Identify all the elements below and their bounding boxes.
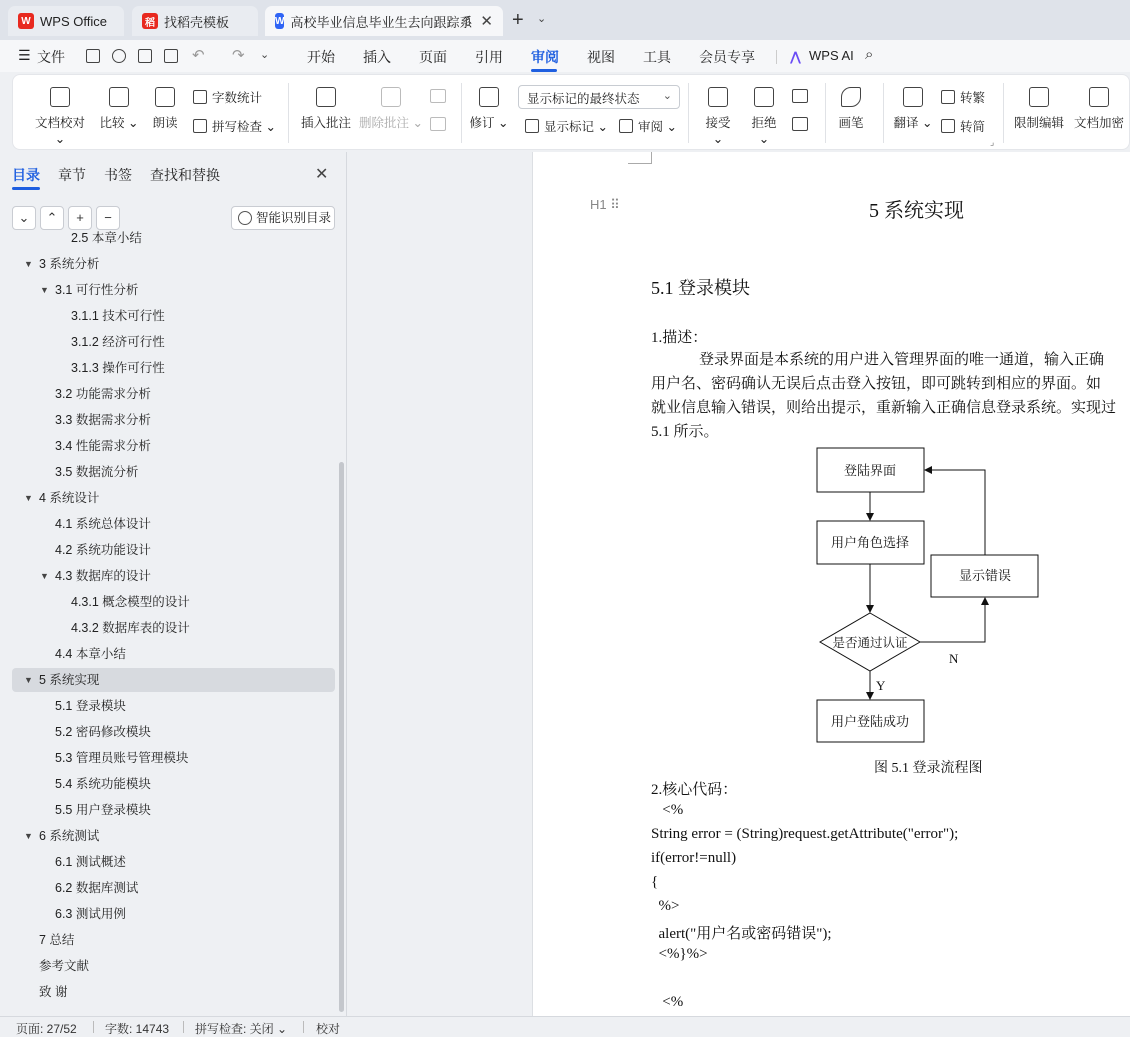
- toc-item-label: 3.3 数据需求分析: [55, 413, 151, 427]
- search-icon[interactable]: ⌕: [865, 46, 874, 63]
- tab-label: 找稻壳模板: [164, 14, 230, 30]
- flow-text-login-page: 登陆界面: [843, 463, 897, 478]
- expand-triangle-icon[interactable]: ▼: [40, 285, 49, 295]
- navigation-pane: [0, 152, 347, 1016]
- to-traditional-button[interactable]: [941, 88, 985, 106]
- tab-bar: [0, 0, 1130, 40]
- pen-icon: [841, 87, 861, 107]
- toc-item-label: 4 系统设计: [39, 491, 100, 505]
- nav-tab-toc[interactable]: 目录: [12, 167, 40, 183]
- toc-item-label: 3.5 数据流分析: [55, 465, 139, 479]
- divider: [1003, 83, 1004, 143]
- encrypt-label: 文档加密: [1073, 116, 1124, 130]
- toc-item-label: 4.3.2 数据库表的设计: [71, 621, 190, 635]
- toc-item-label: 4.3.1 概念模型的设计: [71, 595, 190, 609]
- track-changes-icon: [479, 87, 499, 107]
- pen-button[interactable]: [835, 87, 867, 131]
- toc-item[interactable]: [12, 590, 335, 614]
- doc-check-button[interactable]: 文档校对 ⌄: [29, 87, 91, 146]
- divider: [825, 83, 826, 143]
- toc-item-label: 4.3 数据库的设计: [55, 569, 151, 583]
- spell-check-status[interactable]: 拼写检查: 关闭 ⌄: [195, 1022, 288, 1036]
- divider: [183, 1021, 184, 1033]
- insert-comment-label: 插入批注: [300, 116, 351, 130]
- doc-check-icon: [50, 87, 70, 107]
- toc-item[interactable]: [12, 356, 335, 380]
- expand-group-icon[interactable]: ⌟: [990, 137, 995, 147]
- crop-mark: [628, 152, 652, 164]
- writer-logo-icon: W: [275, 13, 284, 29]
- toc-item-label: 3.1.1 技术可行性: [71, 309, 165, 323]
- toc-item[interactable]: [12, 616, 335, 640]
- divider: [461, 83, 462, 143]
- nav-tab-find-replace[interactable]: 查找和替换: [150, 167, 220, 183]
- divider: [776, 50, 777, 64]
- flow-text-auth-check: 是否通过认证: [832, 636, 908, 650]
- translate-button[interactable]: 翻译 ⌄: [893, 87, 933, 131]
- read-aloud-button[interactable]: [149, 87, 181, 131]
- collapse-up-button[interactable]: ⌃: [40, 206, 64, 230]
- toc-item-label: 3.4 性能需求分析: [55, 439, 151, 453]
- save-icon[interactable]: [86, 49, 100, 63]
- toc-item[interactable]: [12, 694, 335, 718]
- reject-icon: [754, 87, 774, 107]
- menu-wps-ai[interactable]: WPS AI: [809, 48, 854, 63]
- flow-arrow: [920, 598, 985, 642]
- to-simplified-button[interactable]: [941, 117, 985, 135]
- code-line[interactable]: alert("用户名或密码错误");: [651, 926, 832, 942]
- spell-check-icon: [193, 119, 207, 133]
- toc-item-label: 5 系统实现: [39, 673, 100, 687]
- toc-item-label: 5.3 管理员账号管理模块: [55, 751, 189, 765]
- docer-logo-icon: 稻: [142, 13, 158, 29]
- wps-logo-icon: W: [18, 13, 34, 29]
- word-count-button[interactable]: [193, 88, 262, 106]
- restrict-edit-button[interactable]: [1013, 87, 1065, 131]
- markup-state-value: 显示标记的最终状态: [527, 92, 640, 106]
- next-change-icon[interactable]: [792, 117, 808, 131]
- encrypt-icon: [1089, 87, 1109, 107]
- toc-item-label: 4.2 系统功能设计: [55, 543, 151, 557]
- code-line[interactable]: if(error!=null): [651, 850, 737, 866]
- undo-icon[interactable]: ↶: [192, 47, 205, 64]
- spell-check-status-label: 拼写检查: 关闭: [195, 1022, 274, 1036]
- login-flowchart[interactable]: [810, 444, 1050, 749]
- prev-comment-icon[interactable]: [430, 89, 446, 103]
- delete-comment-label: 删除批注: [359, 116, 410, 130]
- toc-item[interactable]: [12, 798, 335, 822]
- toc-item[interactable]: [12, 330, 335, 354]
- redo-icon[interactable]: ↷: [232, 47, 245, 64]
- toc-item[interactable]: [12, 876, 335, 900]
- toc-item-label: 5.5 用户登录模块: [55, 803, 151, 817]
- toc-item[interactable]: [12, 772, 335, 796]
- accept-button[interactable]: 接受 ⌄: [699, 87, 737, 146]
- nav-tab-bookmarks[interactable]: 书签: [104, 167, 132, 183]
- smart-toc-icon: [238, 211, 252, 225]
- flow-text-role-select: 用户角色选择: [830, 535, 910, 550]
- toc-item[interactable]: [12, 564, 335, 588]
- translate-label: 翻译: [893, 116, 919, 130]
- compare-icon: [109, 87, 129, 107]
- toc-scrollbar[interactable]: [339, 462, 344, 1012]
- expand-triangle-icon[interactable]: ▼: [24, 259, 33, 269]
- ribbon-toolbar: [12, 74, 1130, 150]
- word-count-label: 字数统计: [212, 91, 263, 105]
- toc-item-label: 3.1 可行性分析: [55, 283, 139, 297]
- add-heading-button[interactable]: +: [68, 206, 92, 230]
- toc-item-label: 6 系统测试: [39, 829, 100, 843]
- reject-label: 拒绝: [751, 116, 777, 130]
- expand-triangle-icon[interactable]: ▼: [24, 493, 33, 503]
- paragraph-line[interactable]: 登录界面是本系统的用户进入管理界面的唯一通道，输入正确: [699, 352, 1105, 368]
- print-preview-icon[interactable]: [164, 49, 178, 63]
- toc-item-label: 3.1.2 经济可行性: [71, 335, 165, 349]
- collapse-down-button[interactable]: ⌄: [12, 206, 36, 230]
- wps-ai-icon: ⋀: [790, 49, 801, 64]
- code-line[interactable]: <%: [651, 802, 684, 818]
- expand-triangle-icon[interactable]: ▼: [24, 831, 33, 841]
- toc-item-label: 6.1 测试概述: [55, 855, 126, 869]
- insert-comment-icon: [316, 87, 336, 107]
- tab-label: WPS Office: [40, 13, 107, 29]
- toc-item[interactable]: [12, 304, 335, 328]
- tab-wps-office[interactable]: [8, 6, 124, 36]
- toc-item[interactable]: [12, 538, 335, 562]
- divider: [303, 1021, 304, 1033]
- toc-item[interactable]: [12, 928, 335, 952]
- toc-item[interactable]: [12, 746, 335, 770]
- toc-item[interactable]: [12, 668, 335, 692]
- remove-heading-button[interactable]: −: [96, 206, 120, 230]
- figure-caption[interactable]: 图 5.1 登录流程图: [874, 761, 983, 776]
- translate-icon: [903, 87, 923, 107]
- close-icon[interactable]: ✕: [315, 166, 329, 183]
- heading-level-marker[interactable]: H1 ⠿: [590, 197, 620, 212]
- new-tab-icon[interactable]: +: [512, 9, 524, 31]
- tab-template[interactable]: [132, 6, 258, 36]
- read-aloud-icon: [155, 87, 175, 107]
- read-label: 朗读: [152, 116, 178, 130]
- restrict-edit-label: 限制编辑: [1013, 116, 1064, 130]
- review-pane-icon: [619, 119, 633, 133]
- menu-home[interactable]: 开始: [307, 49, 335, 65]
- section-heading[interactable]: 5.1 登录模块: [651, 278, 750, 298]
- active-menu-indicator: [531, 69, 557, 72]
- divider: [883, 83, 884, 143]
- toc-item-label: 3 系统分析: [39, 257, 100, 271]
- menu-file[interactable]: 文件: [37, 49, 65, 65]
- chapter-heading[interactable]: 5 系统实现: [869, 200, 964, 222]
- toc-item[interactable]: [12, 382, 335, 406]
- more-chevron-icon[interactable]: ⌄: [260, 49, 270, 61]
- chevron-down-icon: ⌄: [662, 90, 672, 102]
- toc-item-label: 参考文献: [39, 959, 90, 973]
- markup-state-select[interactable]: [518, 85, 680, 109]
- smart-toc-label: 智能识别目录: [256, 211, 332, 225]
- paragraph-line[interactable]: 用户名、密码确认无误后点击登入按钮，即可跳转到相应的界面。如: [651, 376, 1102, 392]
- toc-item[interactable]: [12, 408, 335, 432]
- toc-item[interactable]: [12, 460, 335, 484]
- close-tab-icon[interactable]: ✕: [480, 13, 493, 30]
- flow-label-no: N: [949, 651, 959, 666]
- flow-label-yes: Y: [876, 678, 886, 693]
- toc-item[interactable]: [12, 434, 335, 458]
- traditional-icon: [941, 90, 955, 104]
- toc-item[interactable]: [12, 486, 335, 510]
- menu-tools[interactable]: 工具: [643, 49, 671, 65]
- menu-view[interactable]: 视图: [587, 49, 615, 65]
- menu-member[interactable]: 会员专享: [699, 49, 755, 65]
- status-bar: [0, 1016, 1130, 1036]
- lock-icon: [1029, 87, 1049, 107]
- toc-item-label: 6.3 测试用例: [55, 907, 126, 921]
- simplified-icon: [941, 119, 955, 133]
- toc-item-label: 5.2 密码修改模块: [55, 725, 151, 739]
- word-count-indicator[interactable]: 字数: 14743: [105, 1022, 170, 1036]
- toc-item[interactable]: [12, 252, 335, 276]
- expand-triangle-icon[interactable]: ▼: [40, 571, 49, 581]
- toc-item[interactable]: [12, 902, 335, 926]
- code-line[interactable]: <%: [651, 994, 684, 1010]
- code-line[interactable]: %>: [651, 898, 680, 914]
- hamburger-icon[interactable]: ☰: [18, 47, 31, 63]
- menu-reference[interactable]: 引用: [475, 49, 503, 65]
- toc-item[interactable]: [12, 824, 335, 848]
- doc-check-label: 文档校对: [34, 116, 85, 130]
- show-markup-icon: [525, 119, 539, 133]
- pen-label: 画笔: [838, 116, 864, 130]
- divider: [93, 1021, 94, 1033]
- menu-bar: [0, 40, 1130, 72]
- prev-change-icon[interactable]: [792, 89, 808, 103]
- delete-comment-icon: [381, 87, 401, 107]
- word-count-icon: [193, 90, 207, 104]
- show-markup-button[interactable]: 显示标记 ⌄: [525, 117, 608, 135]
- share-icon[interactable]: [112, 49, 126, 63]
- toc-item[interactable]: [12, 980, 335, 1004]
- next-comment-icon[interactable]: [430, 117, 446, 131]
- to-traditional-label: 转繁: [960, 91, 986, 105]
- toc-item[interactable]: [12, 226, 335, 250]
- toc-item-label: 5.1 登录模块: [55, 699, 126, 713]
- compare-label: 比较: [99, 116, 125, 130]
- compare-button[interactable]: 比较 ⌄: [99, 87, 139, 131]
- flow-arrow: [925, 470, 985, 555]
- encrypt-button[interactable]: [1073, 87, 1125, 131]
- toc-item[interactable]: [12, 720, 335, 744]
- code-line[interactable]: String error = (String)request.getAttribute("error");: [651, 826, 959, 842]
- toc-item-label: 7 总结: [39, 933, 75, 947]
- menu-review[interactable]: 审阅: [531, 49, 559, 65]
- toc-item-label: 致 谢: [39, 985, 68, 999]
- track-changes-button[interactable]: 修订 ⌄: [469, 87, 509, 131]
- expand-triangle-icon[interactable]: ▼: [24, 675, 33, 685]
- to-simplified-label: 转简: [960, 120, 986, 134]
- spell-check-label: 拼写检查: [212, 120, 263, 134]
- toc-item-label: 4.1 系统总体设计: [55, 517, 151, 531]
- menu-insert[interactable]: 插入: [363, 49, 391, 65]
- toc-item[interactable]: [12, 512, 335, 536]
- toc-item-label: 4.4 本章小结: [55, 647, 126, 661]
- toc-item[interactable]: [12, 850, 335, 874]
- accept-icon: [708, 87, 728, 107]
- active-nav-tab-indicator: [12, 187, 40, 190]
- accept-label: 接受: [705, 116, 731, 130]
- paragraph-line[interactable]: 就业信息输入错误，则给出提示，重新输入正确信息登录系统。实现过: [651, 400, 1117, 416]
- reject-button[interactable]: 拒绝 ⌄: [745, 87, 783, 146]
- code-line[interactable]: <%}%>: [651, 946, 708, 962]
- code-label[interactable]: 2.核心代码：: [651, 782, 738, 798]
- insert-comment-button[interactable]: [299, 87, 353, 131]
- toc-list: [0, 231, 340, 1016]
- review-label: 审阅: [638, 120, 664, 134]
- proofread-status[interactable]: 校对: [316, 1022, 341, 1036]
- toc-item-label: 5.4 系统功能模块: [55, 777, 151, 791]
- chevron-down-icon[interactable]: ⌄: [537, 13, 547, 25]
- divider: [288, 83, 289, 143]
- flow-text-login-ok: 用户登陆成功: [830, 714, 910, 729]
- toc-item-label: 6.2 数据库测试: [55, 881, 139, 895]
- heading-level-label: H1: [590, 197, 607, 212]
- paragraph-line[interactable]: 5.1 所示。: [651, 424, 719, 440]
- description-label[interactable]: 1.描述：: [651, 330, 708, 346]
- tab-label: 高校毕业信息毕业生去向跟踪系: [290, 14, 473, 30]
- divider: [688, 83, 689, 143]
- monitor-icon[interactable]: [466, 17, 470, 26]
- toc-item[interactable]: [12, 278, 335, 302]
- show-markup-label: 显示标记: [544, 120, 595, 134]
- review-pane-button[interactable]: 审阅 ⌄: [619, 117, 677, 135]
- toc-item-label: 3.1.3 操作可行性: [71, 361, 165, 375]
- page-indicator[interactable]: 页面: 27/52: [16, 1022, 77, 1036]
- delete-comment-button[interactable]: 删除批注 ⌄: [359, 87, 423, 131]
- toc-item[interactable]: [12, 954, 335, 978]
- nav-tab-sections[interactable]: 章节: [58, 167, 86, 183]
- toc-item-label: 2.5 本章小结: [71, 231, 142, 245]
- revise-label: 修订: [469, 116, 495, 130]
- flow-text-show-error: 显示错误: [958, 568, 1012, 583]
- toc-item-label: 3.2 功能需求分析: [55, 387, 151, 401]
- print-icon[interactable]: [138, 49, 152, 63]
- code-line[interactable]: {: [651, 874, 659, 890]
- menu-page[interactable]: 页面: [419, 49, 447, 65]
- tab-document[interactable]: [265, 6, 503, 36]
- spell-check-button[interactable]: 拼写检查 ⌄: [193, 117, 276, 135]
- toc-item[interactable]: [12, 642, 335, 666]
